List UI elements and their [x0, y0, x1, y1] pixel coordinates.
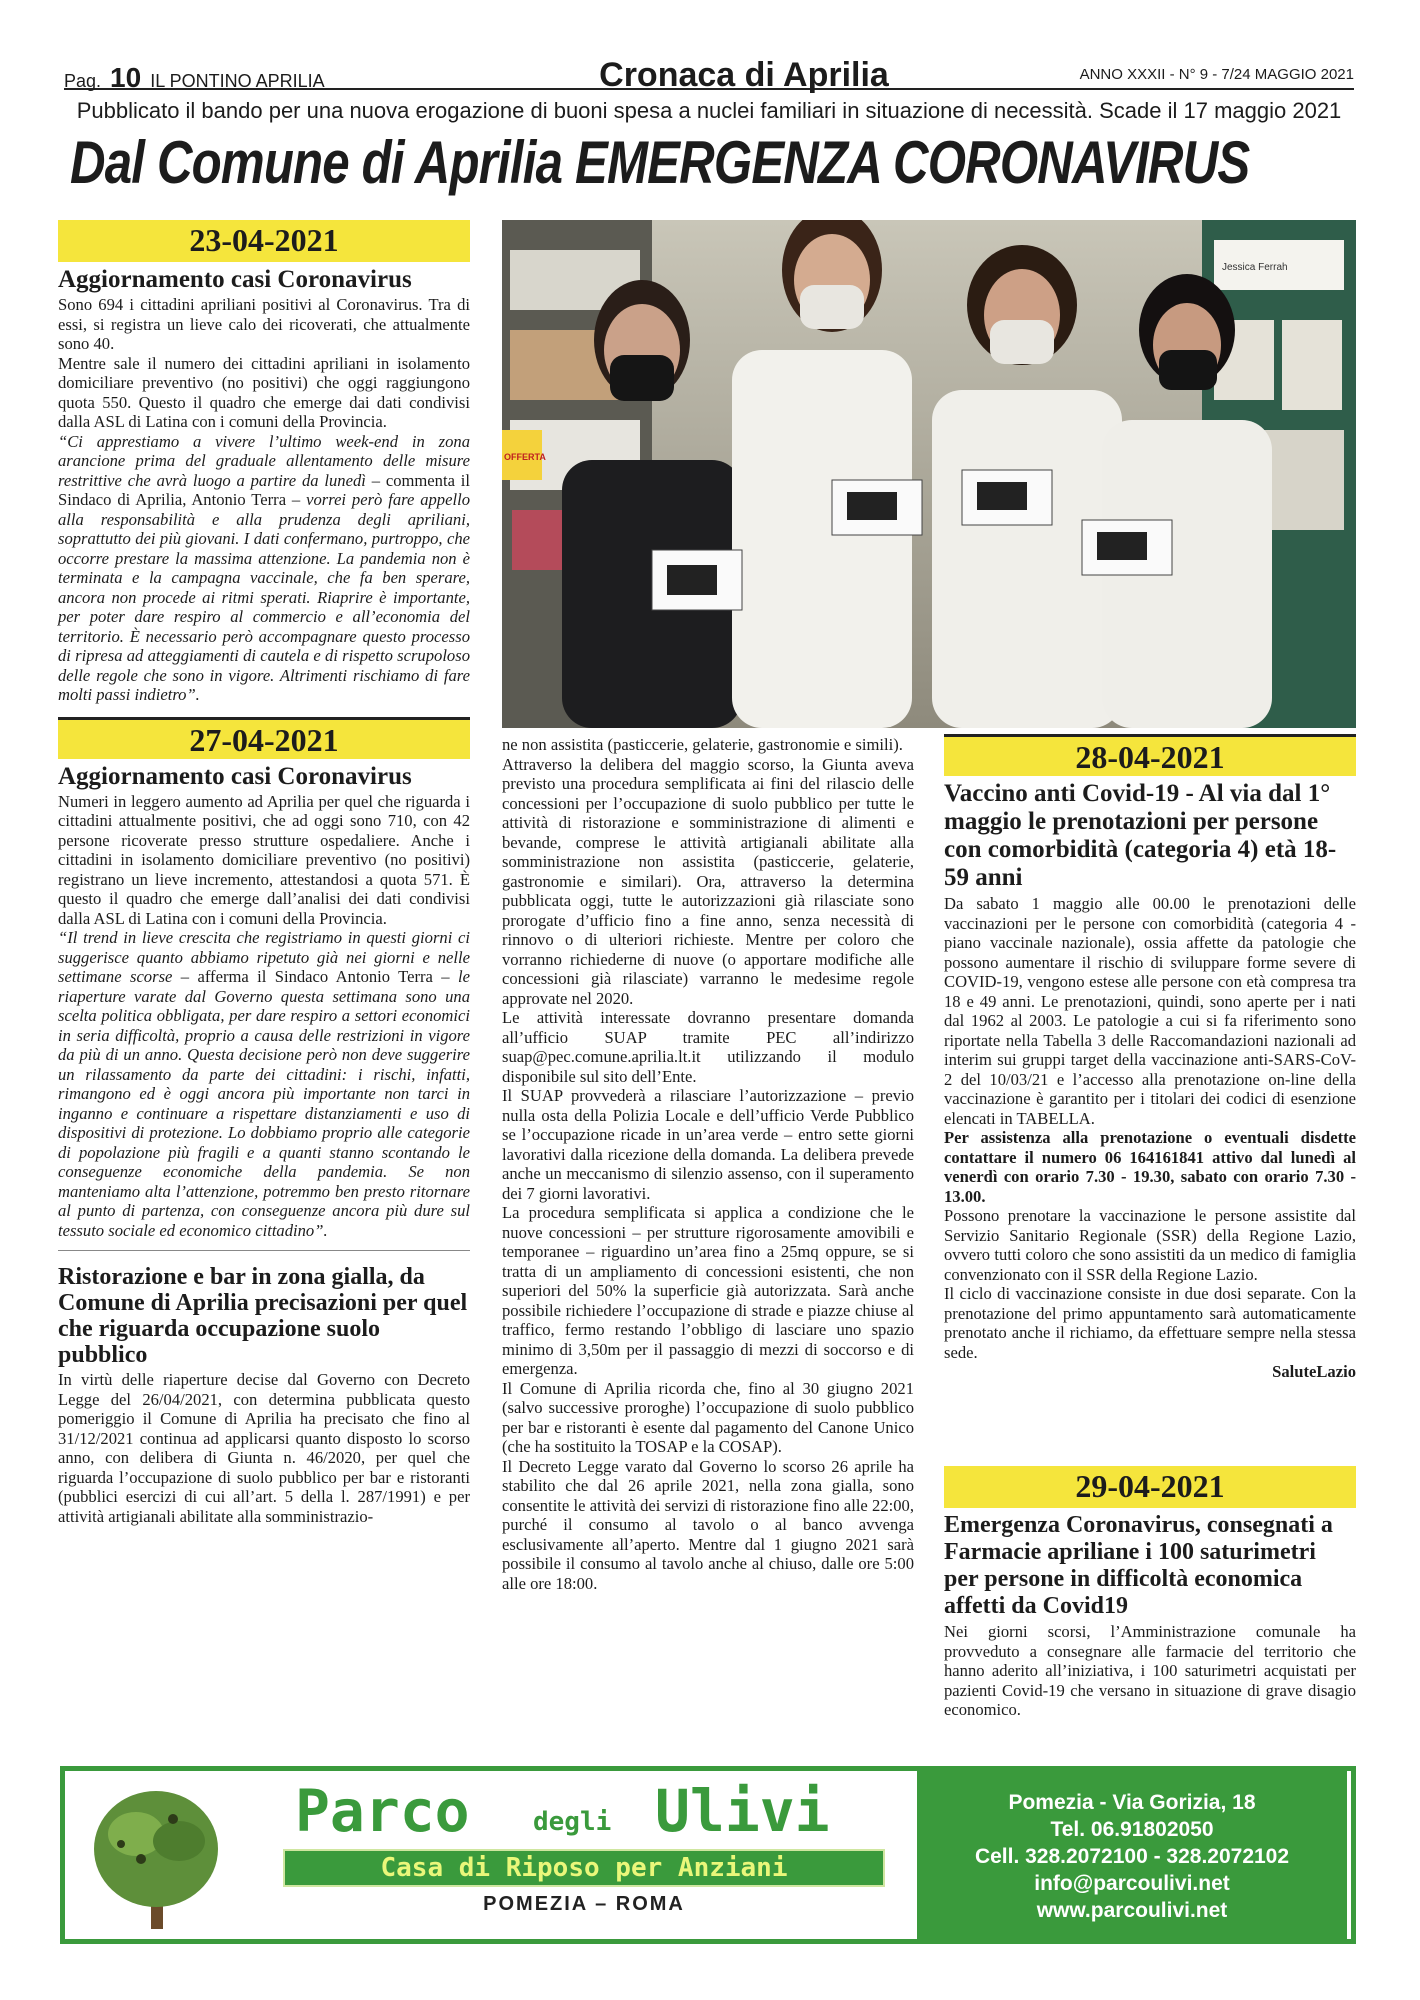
ad-location: POMEZIA – ROMA — [483, 1893, 685, 1915]
brand-word: Parco — [295, 1777, 470, 1845]
brand-word: degli — [533, 1807, 612, 1837]
article-paragraph: Il Decreto Legge varato dal Governo lo scorso 26 aprile ha stabilito che dal 26 aprile 2021, nella zona gialla, sono consentite le attività dei servizi di ristorazione fino alle 22:00, purché il consumo al tavolo o al banco avvenga esclusivamente all’aperto. Mentre dal 1 giugno 2021 sarà possibile il consumo al tavolo anche al chiuso, dalle ore 5:00 alle ore 18:00. — [502, 1456, 914, 1593]
column-right-lower — [944, 1466, 1356, 1720]
quote-attribution: – commenta il Sindaco di Aprilia, Antonio Terra – — [58, 470, 471, 509]
main-headline: Dal Comune di Aprilia EMERGENZA CORONAVIRUS — [70, 129, 1250, 196]
article-paragraph: In virtù delle riaperture decise dal Governo con Decreto Legge del 26/04/2021, con determina pubblicata questo pomeriggio il Comune di Aprilia ha precisato che fino al 31/12/2021 continua ad applicarsi quanto disposto lo scorso anno, con delibera di Giunta n. 46/2020, per quel che riguarda l’occupazione di suolo pubblico per bar e ristoranti (pubblici esercizi di cui all’art. 5 della l. 287/1991) e per attività artigianali abilitate alla somministrazio- — [58, 1370, 470, 1526]
article-title: Ristorazione e bar in zona gialla, da Comune di Aprilia precisazioni per quel che riguarda occupazione suolo pubblico — [58, 1264, 468, 1368]
article-paragraph: La procedura semplificata si applica a condizione che le nuove concessioni – per strutture rigorosamente amovibili e temporanee – riguardino un’area fino a 25mq oppure, se si tratta di un ampliamento di concessioni esistenti, che non superiori del 50% la superficie già autorizzata. Sarà anche possibile richiedere l’occupazione di strade e piazze chiuse al traffico, fermo restando l’obbligo di lasciare uno spazio minimo di 3,50m per il passaggio di mezzi di soccorso e di emergenza. — [502, 1203, 914, 1378]
article-paragraph: Da sabato 1 maggio alle 00.00 le prenotazioni delle vaccinazioni per le persone con comorbidità (categoria 4 - piano vaccinale nazionale), ossia affette da patologie che possono aumentare il rischio di sviluppare forme severe di COVID-19, vengono estese alle persone con età compresa tra 18 e 49 anni. Le prenotazioni, quindi, sono aperte per i nati dal 1962 al 2003. Le patologie a cui si fa riferimento sono riportate nella Tabella 3 delle Raccomandazioni nazionali ad interim sui gruppi target della vaccinazione anti-SARS-CoV-2 del 10/03/21 e l’accesso alla prenotazione on-line della vaccinazione è garantito per i titolari dei codici di esenzione elencati in TABELLA. — [944, 894, 1356, 1128]
column-left — [58, 220, 470, 1526]
article-paragraph: Possono prenotare la vaccinazione le persone assistite dal Servizio Sanitario Regionale (SSR) della Regione Lazio, ovvero tutti coloro che sono assistiti da un medico di famiglia convenzionato con il SSR della Regione Lazio. — [944, 1206, 1356, 1284]
article-paragraph: Il SUAP provvederà a rilasciare l’autorizzazione – previo nulla osta della Polizia Locale e dell’ufficio Verde Pubblico se l’occupazione ricade in un’area verde – entro sette giorni lavorativi dalla ricezione della domanda. La delibera prevede anche un meccanismo di silenzio assenso, con il superamento dei 7 giorni lavorativi. — [502, 1086, 914, 1203]
article-title: Aggiornamento casi Coronavirus — [58, 266, 412, 293]
column-right — [944, 734, 1356, 1382]
article-paragraph: Per assistenza alla prenotazione o eventuali disdette contattare il numero 06 164161841 attivo dal lunedì al venerdì con orario 7.30 - 19.30, sabato con orario 7.30 - 13.00. — [944, 1128, 1356, 1206]
olive-tree-icon — [81, 1779, 231, 1933]
ad-phone: Tel. 06.91802050 — [1050, 1818, 1214, 1841]
promo-sign-text: OFFERTA — [504, 452, 546, 462]
article-paragraph: Attraverso la delibera del maggio scorso, la Giunta aveva previsto una procedura semplificata ai fini del rilascio delle concessioni per l’occupazione di suolo pubblico per tutte le attività di ristorazione e somministrazione di alimenti e bevande, comprese le attività artigianali abilitate alla somministrazione non assistita (pasticcerie, gelaterie, gastronomie e similari). Ora, attraverso la determina pubblicata oggi, tutte le autorizzazioni già rilasciate sono prorogate d’ufficio fino a fine anno, senza necessità di rinnovo o di ulteriori richieste. Mentre per coloro che vorranno richiederne di nuove (o apportare modifiche alle concessioni già rilasciate) varranno le medesime regole approvate nel 2020. — [502, 754, 914, 1008]
ad-email: info@parcoulivi.net — [1034, 1872, 1230, 1895]
issue-info: ANNO XXXII - N° 9 - 7/24 MAGGIO 2021 — [1079, 66, 1354, 83]
date-bar: 27-04-2021 — [58, 717, 470, 759]
article-paragraph: Il Comune di Aprilia ricorda che, fino al 30 giugno 2021 (salvo successive proroghe) l’occupazione di suolo pubblico per bar e ristoranti è esente dal pagamento del Canone Unico (che ha sostituito la TOSAP e la COSAP). — [502, 1378, 914, 1456]
page-header — [64, 56, 1354, 94]
ad-website: www.parcoulivi.net — [1036, 1899, 1228, 1922]
article-title: Vaccino anti Covid-19 - Al via dal 1° maggio le prenotazioni per persone con comorbidità (categoria 4) età 18-59 anni — [944, 780, 1337, 891]
ad-brand-name — [275, 1777, 885, 1847]
quote-text: vorrei però fare appello alla responsabilità e alla prudenza degli apriliani, soprattutto dei più giovani. I dati confermano, purtroppo, che occorre prestare la massima attenzione. La pandemia non è terminata e la campagna vaccinale, che fa ben sperare, ancora non procede ai ritmi sperati. Riaprire è importante, per poter dare respiro al commercio e all’economia del territorio. È necessario però accompagnare questo processo di ripresa ad atteggiamenti di cautela e di rispetto scrupoloso delle regole che sono in vigore. Altrimenti rischiamo di fare molti passi indietro”. — [58, 490, 470, 704]
quote-attribution: – afferma il Sindaco Antonio Terra – — [172, 967, 458, 986]
article-quote — [58, 432, 470, 705]
ad-mobile: Cell. 328.2072100 - 328.2072102 — [974, 1845, 1290, 1868]
advertisement-parco-degli-ulivi — [60, 1766, 1356, 1944]
brand-word: Ulivi — [655, 1777, 830, 1845]
article-paragraph: Numeri in leggero aumento ad Aprilia per quel che riguarda i cittadini attualmente positivi, che ad oggi sono 710, con 42 persone ricoverate presso strutture ospedaliere. Anche i cittadini in isolamento domiciliare preventivo (no positivi) registrano un lieve incremento, attestandosi a quota 571. È questo il quadro che emerge dall’analisi dei dati condivisi dalla ASL di Latina con i comuni della Provincia. — [58, 791, 470, 928]
date-bar: 29-04-2021 — [944, 1466, 1356, 1508]
column-center — [502, 735, 914, 1593]
article-quote — [58, 928, 470, 1240]
date-bar: 28-04-2021 — [944, 734, 1356, 776]
quote-text: le riaperture varate dal Governo questa settimana sono una scelta politica obbligata, per dare respiro a settori economici in seria difficoltà, proprio a causa delle restrizioni in vigore da più di un anno. Questa decisione però non deve suggerire un rilassamento da parte dei cittadini: i rischi, infatti, rimangono ed è oggi ancora più importante non tarci in inganno e continuare a rispettare distanziamenti e uso di dispositivi di protezione. Lo dobbiamo proprio alle categorie di popolazione più fragili e a quanti stanno scontando le conseguenze economiche della pandemia. Se non manteniamo alta l’attenzione, potremmo ben presto ritornare al punto di partenza, con conseguenze ancora più dure sul tessuto sociale ed economico cittadino”. — [58, 967, 470, 1240]
ad-contacts — [917, 1771, 1347, 1939]
page-number-block — [64, 62, 325, 94]
pharmacy-photo — [502, 220, 1356, 728]
page-number: 10 — [110, 62, 142, 93]
ad-tagline: Casa di Riposo per Anziani — [283, 1849, 885, 1887]
article-paragraph: Sono 694 i cittadini apriliani positivi al Coronavirus. Tra di essi, si registra un lieve calo dei ricoverati, che attualmente sono 40. — [58, 295, 470, 353]
page-label: Pag. — [64, 71, 102, 91]
date-bar: 23-04-2021 — [58, 220, 470, 262]
section-title: Cronaca di Aprilia — [599, 56, 889, 94]
article-paragraph: Nei giorni scorsi, l’Amministrazione comunale ha provveduto a consegnare alle farmacie del territorio che hanno aderito all’iniziativa, i 100 saturimetri acquistati per pazienti Covid-19 che versano in situazione di grave disagio economico. — [944, 1622, 1356, 1719]
shelf-sign-text: Jessica Ferrah — [1222, 262, 1288, 273]
article-signature: SaluteLazio — [1272, 1362, 1356, 1381]
article-title: Emergenza Coronavirus, consegnati a Farmacie apriliane i 100 saturimetri per persone in difficoltà economica affetti da Covid19 — [944, 1512, 1333, 1619]
ad-address: Pomezia - Via Gorizia, 18 — [1008, 1791, 1256, 1814]
pharmacists-photo-image — [502, 220, 1356, 728]
quote-text: “Ci apprestiamo a vivere l’ultimo week-end in zona arancione prima del graduale allentamento delle misure restrittive che avrà luogo a partire da lunedì — [58, 431, 470, 490]
subheadline: Pubblicato il bando per una nuova erogazione di buoni spesa a nuclei familiari in situazione di necessità. Scade il 17 maggio 2021 — [76, 98, 1342, 123]
article-paragraph: Mentre sale il numero dei cittadini apriliani in isolamento domiciliare preventivo (no positivi) che oggi raggiungono quota 550. Questo il quadro che emerge dai dati condivisi dalla ASL di Latina con i comuni della Provincia. — [58, 353, 470, 431]
article-title: Aggiornamento casi Coronavirus — [58, 762, 412, 790]
quote-text: “Il trend in lieve crescita che registriamo in questi giorni ci suggerisce quanto abbiamo ripetuto già nei giorni e nelle settimane scorse — [58, 928, 470, 986]
article-paragraph: ne non assistita (pasticcerie, gelaterie, gastronomie e simili). — [502, 735, 903, 754]
publication-name: IL PONTINO APRILIA — [150, 71, 325, 91]
article-paragraph: Il ciclo di vaccinazione consiste in due dosi separate. Con la prenotazione del primo appuntamento sarà automaticamente prenotato anche il richiamo, da effettuare sempre nella stessa sede. — [944, 1284, 1356, 1362]
article-paragraph: Le attività interessate dovranno presentare domanda all’ufficio SUAP tramite PEC all’indirizzo suap@pec.comune.aprilia.lt.it utilizzando il modulo disponibile sul sito dell’Ente. — [502, 1008, 914, 1086]
